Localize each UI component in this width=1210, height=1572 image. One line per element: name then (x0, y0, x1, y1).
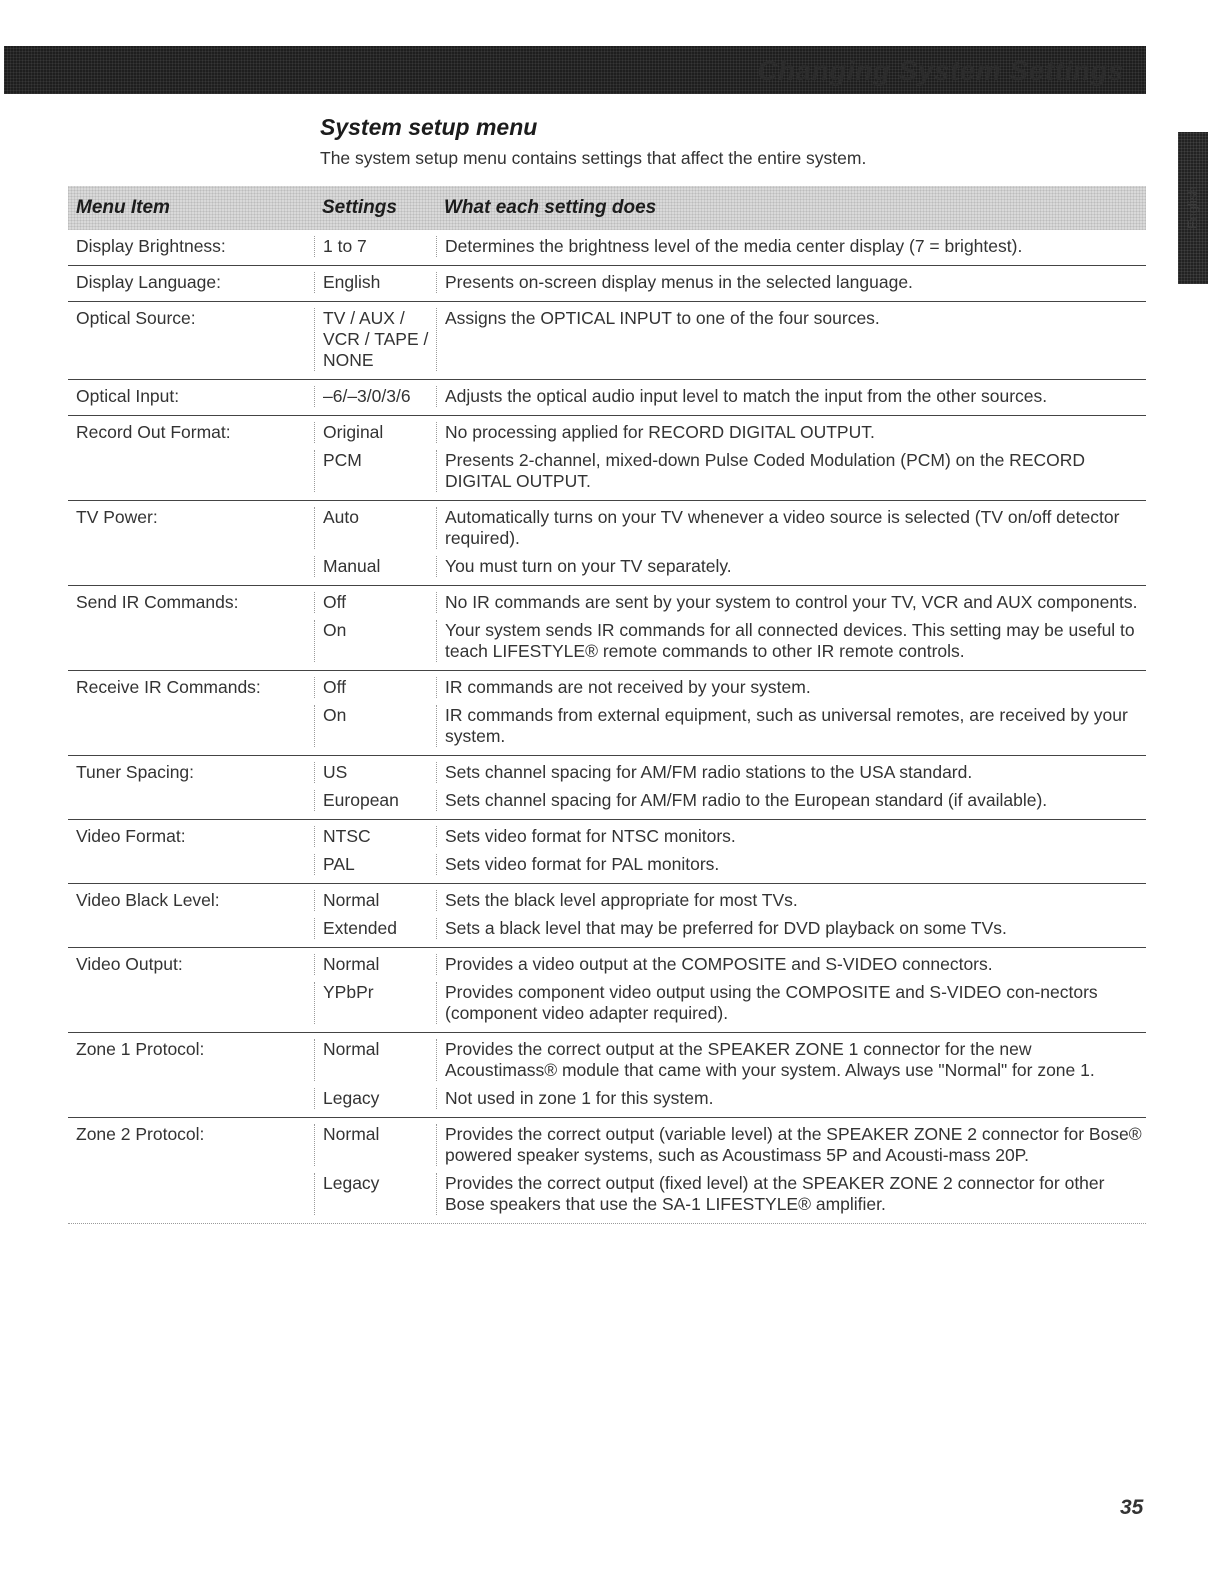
setting-description: Provides a video output at the COMPOSITE and S-VIDEO connectors. (436, 954, 1146, 975)
header-menu-item: Menu Item (76, 197, 170, 218)
menu-item-label: TV Power: (76, 507, 158, 527)
setting-entries (314, 948, 1146, 1032)
section-title: System setup menu (320, 114, 538, 140)
setting-entries (314, 756, 1146, 819)
setting-description: Sets video format for NTSC monitors. (436, 826, 1146, 847)
setting-entries (314, 302, 1146, 379)
header-settings: Settings (322, 197, 397, 218)
setting-value: European (314, 790, 436, 811)
language-side-tab (1178, 132, 1208, 284)
table-row (68, 671, 1146, 756)
setting-entries (314, 501, 1146, 585)
setting-entry (314, 501, 1146, 549)
setting-entry (314, 698, 1146, 755)
setting-value: On (314, 705, 436, 747)
table-row (68, 302, 1146, 380)
table-row (68, 586, 1146, 671)
setting-value: –6/–3/0/3/6 (314, 386, 436, 407)
table-row (68, 884, 1146, 948)
setting-entries (314, 586, 1146, 670)
table-row (68, 820, 1146, 884)
side-tab-label: English (1185, 186, 1200, 230)
setting-value: PCM (314, 450, 436, 492)
table-row (68, 756, 1146, 820)
setting-entries (314, 266, 1146, 301)
setting-description: Sets channel spacing for AM/FM radio stations to the USA standard. (436, 762, 1146, 783)
setting-description: Adjusts the optical audio input level to match the input from the other sources. (436, 386, 1146, 407)
setting-value: On (314, 620, 436, 662)
setting-entry (314, 302, 1146, 379)
page-number: 35 (1120, 1496, 1144, 1519)
setting-entries (314, 416, 1146, 500)
menu-item-label: Tuner Spacing: (76, 762, 195, 782)
setting-description: Your system sends IR commands for all connected devices. This setting may be useful to teach LIFESTYLE® remote commands to other IR remote controls. (436, 620, 1146, 662)
setting-entry (314, 380, 1146, 415)
setting-entry (314, 783, 1146, 819)
setting-description: Assigns the OPTICAL INPUT to one of the four sources. (436, 308, 1146, 371)
setting-value: PAL (314, 854, 436, 875)
setting-entry (314, 671, 1146, 698)
setting-entry (314, 884, 1146, 911)
setting-value: 1 to 7 (314, 236, 436, 257)
setting-value: Normal (314, 890, 436, 911)
setting-entry (314, 820, 1146, 847)
setting-description: You must turn on your TV separately. (436, 556, 1146, 577)
menu-item-label: Optical Input: (76, 386, 180, 406)
setting-entry (314, 948, 1146, 975)
setting-description: IR commands from external equipment, such as universal remotes, are received by your system. (436, 705, 1146, 747)
table-row (68, 1118, 1146, 1224)
setting-value: Off (314, 592, 436, 613)
table-row (68, 501, 1146, 586)
setting-entry (314, 1033, 1146, 1081)
table-row (68, 230, 1146, 266)
setting-entry (314, 230, 1146, 265)
menu-item-label: Record Out Format: (76, 422, 231, 442)
menu-item-label: Optical Source: (76, 308, 196, 328)
setting-value: Auto (314, 507, 436, 549)
settings-table (68, 186, 1146, 1224)
setting-description: Determines the brightness level of the media center display (7 = brightest). (436, 236, 1146, 257)
setting-entries (314, 1033, 1146, 1117)
setting-description: Provides the correct output (fixed level) at the SPEAKER ZONE 2 connector for other Bose speakers that use the SA-1 LIFESTYLE® amplifier. (436, 1173, 1146, 1215)
menu-item-label: Send IR Commands: (76, 592, 239, 612)
setting-value: Legacy (314, 1088, 436, 1109)
menu-item-label: Video Output: (76, 954, 183, 974)
setting-entry (314, 756, 1146, 783)
setting-description: No processing applied for RECORD DIGITAL OUTPUT. (436, 422, 1146, 443)
setting-entry (314, 1081, 1146, 1117)
setting-entry (314, 847, 1146, 883)
table-row (68, 948, 1146, 1033)
setting-description: Not used in zone 1 for this system. (436, 1088, 1146, 1109)
setting-entries (314, 1118, 1146, 1223)
setting-value: English (314, 272, 436, 293)
setting-entry (314, 1166, 1146, 1223)
setting-value: Normal (314, 1039, 436, 1081)
setting-description: Presents 2-channel, mixed-down Pulse Coded Modulation (PCM) on the RECORD DIGITAL OUTPUT. (436, 450, 1146, 492)
setting-entry (314, 549, 1146, 585)
chapter-banner (4, 46, 1146, 94)
table-row (68, 1033, 1146, 1118)
setting-entry (314, 911, 1146, 947)
setting-entries (314, 230, 1146, 265)
setting-entries (314, 671, 1146, 755)
setting-value: Original (314, 422, 436, 443)
menu-item-label: Video Format: (76, 826, 186, 846)
setting-value: NTSC (314, 826, 436, 847)
setting-description: Sets channel spacing for AM/FM radio to the European standard (if available). (436, 790, 1146, 811)
setting-value: Legacy (314, 1173, 436, 1215)
table-row (68, 380, 1146, 416)
setting-entry (314, 613, 1146, 670)
setting-value: TV / AUX / VCR / TAPE / NONE (314, 308, 436, 371)
setting-value: Extended (314, 918, 436, 939)
setting-description: Provides the correct output (variable level) at the SPEAKER ZONE 2 connector for Bose® powered speaker systems, such as Acoustimass 5P and Acousti-mass 20P. (436, 1124, 1146, 1166)
section-intro: The system setup menu contains settings that affect the entire system. (320, 148, 867, 168)
setting-description: IR commands are not received by your system. (436, 677, 1146, 698)
setting-entry (314, 975, 1146, 1032)
setting-description: Sets a black level that may be preferred for DVD playback on some TVs. (436, 918, 1146, 939)
setting-description: Presents on-screen display menus in the selected language. (436, 272, 1146, 293)
setting-entry (314, 586, 1146, 613)
setting-entry (314, 266, 1146, 301)
setting-description: Sets video format for PAL monitors. (436, 854, 1146, 875)
setting-entries (314, 820, 1146, 883)
setting-description: Sets the black level appropriate for most TVs. (436, 890, 1146, 911)
menu-item-label: Receive IR Commands: (76, 677, 261, 697)
table-body (68, 230, 1146, 1224)
setting-description: Automatically turns on your TV whenever a video source is selected (TV on/off detector required). (436, 507, 1146, 549)
menu-item-label: Display Language: (76, 272, 221, 292)
menu-item-label: Zone 2 Protocol: (76, 1124, 205, 1144)
menu-item-label: Zone 1 Protocol: (76, 1039, 205, 1059)
setting-description: Provides component video output using the COMPOSITE and S-VIDEO con-nectors (component video adapter required). (436, 982, 1146, 1024)
setting-value: Normal (314, 954, 436, 975)
table-row (68, 266, 1146, 302)
setting-entry (314, 1118, 1146, 1166)
setting-entry (314, 416, 1146, 443)
setting-description: No IR commands are sent by your system to control your TV, VCR and AUX components. (436, 592, 1146, 613)
table-row (68, 416, 1146, 501)
banner-title: Changing System Settings (757, 55, 1124, 86)
setting-entries (314, 884, 1146, 947)
menu-item-label: Display Brightness: (76, 236, 226, 256)
setting-value: YPbPr (314, 982, 436, 1024)
menu-item-label: Video Black Level: (76, 890, 220, 910)
setting-value: Manual (314, 556, 436, 577)
table-header (68, 186, 1146, 230)
setting-description: Provides the correct output at the SPEAKER ZONE 1 connector for the new Acoustimass® module that came with your system. Always use "Normal" for zone 1. (436, 1039, 1146, 1081)
setting-entries (314, 380, 1146, 415)
header-description: What each setting does (444, 197, 657, 218)
setting-value: Normal (314, 1124, 436, 1166)
setting-value: US (314, 762, 436, 783)
setting-value: Off (314, 677, 436, 698)
setting-entry (314, 443, 1146, 500)
